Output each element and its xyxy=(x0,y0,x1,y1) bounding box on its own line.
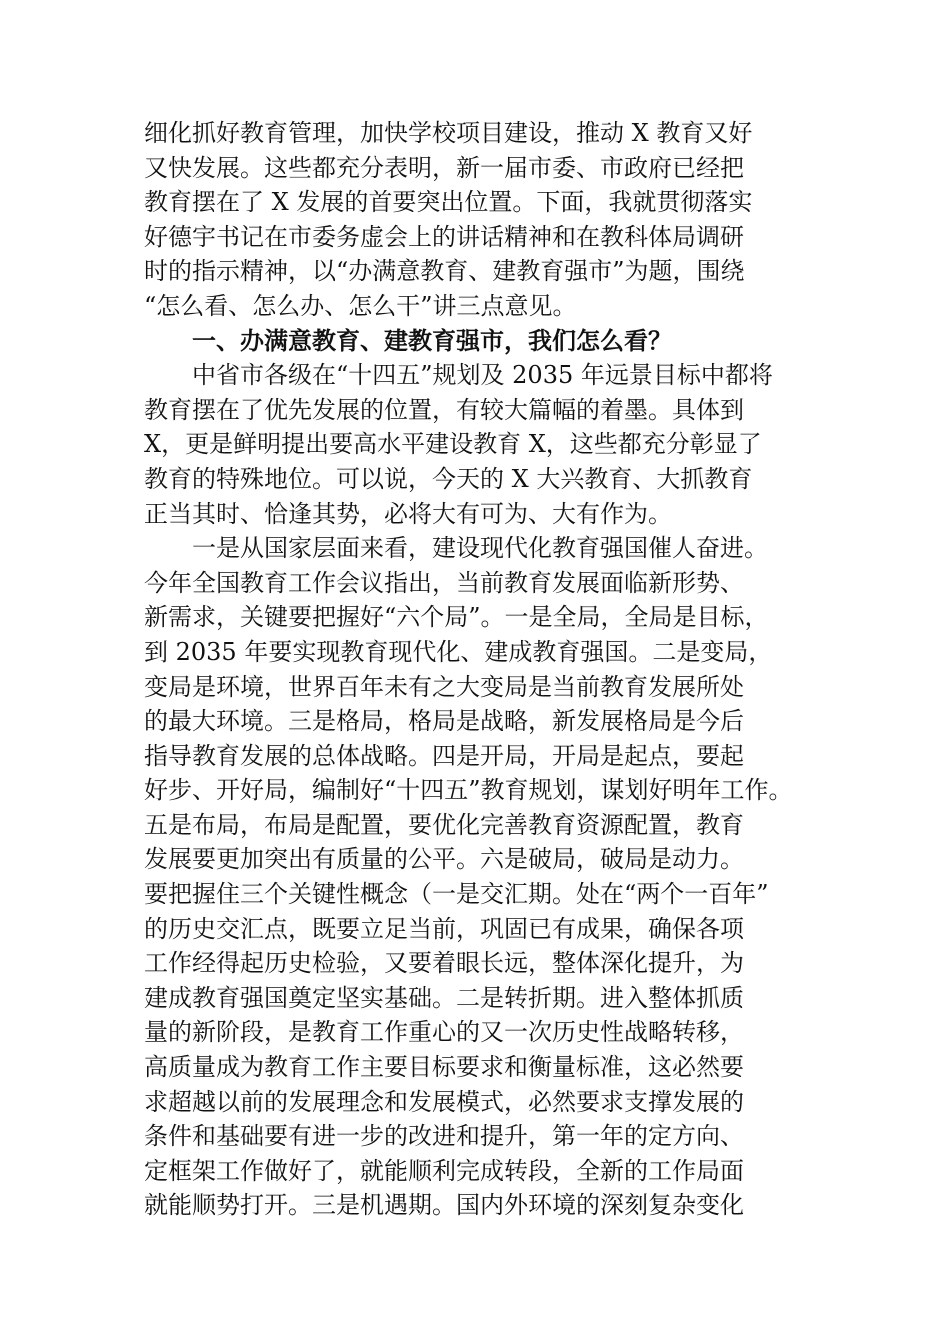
paragraph-line: 教育的特殊地位。可以说，今天的 X 大兴教育、大抓教育 xyxy=(144,464,753,493)
paragraph-line: 条件和基础要有进一步的改进和提升，第一年的定方向、 xyxy=(144,1122,744,1151)
paragraph-line: 又快发展。这些都充分表明，新一届市委、市政府已经把 xyxy=(144,153,744,182)
paragraph-line: 时的指示精神，以“办满意教育、建教育强市”为题，围绕 xyxy=(144,257,745,286)
paragraph-line: 好德宇书记在市委务虚会上的讲话精神和在教科体局调研 xyxy=(144,222,744,251)
paragraph-line: 定框架工作做好了，就能顺利完成转段，全新的工作局面 xyxy=(144,1156,744,1185)
paragraph-line: 新需求，关键要把握好“六个局”。一是全局，全局是目标， xyxy=(144,603,769,632)
paragraph-line: 要把握住三个关键性概念（一是交汇期。处在“两个一百年” xyxy=(144,880,769,909)
paragraph-line: 求超越以前的发展理念和发展模式，必然要求支撑发展的 xyxy=(144,1087,744,1116)
paragraph-line: 变局是环境，世界百年未有之大变局是当前教育发展所处 xyxy=(144,672,744,701)
paragraph-line: X，更是鲜明提出要高水平建设教育 X，这些都充分彰显了 xyxy=(144,430,762,459)
paragraph-line: 今年全国教育工作会议指出，当前教育发展面临新形势、 xyxy=(144,568,744,597)
paragraph-line: 细化抓好教育管理，加快学校项目建设，推动 X 教育又好 xyxy=(144,119,753,147)
paragraph-line: 五是布局，布局是配置，要优化完善教育资源配置，教育 xyxy=(144,810,744,839)
paragraph-line: 教育摆在了 X 发展的首要突出位置。下面，我就贯彻落实 xyxy=(144,188,753,217)
paragraph-line: 就能顺势打开。三是机遇期。国内外环境的深刻复杂变化 xyxy=(144,1191,744,1220)
paragraph-line: 的历史交汇点，既要立足当前，巩固已有成果，确保各项 xyxy=(144,914,744,943)
paragraph-line: 工作经得起历史检验，又要着眼长远，整体深化提升，为 xyxy=(144,949,744,978)
paragraph-line: 量的新阶段，是教育工作重心的又一次历史性战略转移， xyxy=(144,1018,744,1047)
paragraph-line: 到 2035 年要实现教育现代化、建成教育强国。二是变局， xyxy=(144,637,773,666)
paragraph-line: 中省市各级在“十四五”规划及 2035 年远景目标中都将 xyxy=(192,361,773,390)
paragraph-line: 教育摆在了优先发展的位置，有较大篇幅的着墨。具体到 xyxy=(144,395,744,424)
paragraph-line: 一是从国家层面来看，建设现代化教育强国催人奋进。 xyxy=(192,534,768,563)
document-body xyxy=(144,116,816,1223)
paragraph-line: 建成教育强国奠定坚实基础。二是转折期。进入整体抓质 xyxy=(144,983,744,1012)
paragraph-line: 的最大环境。三是格局，格局是战略，新发展格局是今后 xyxy=(144,707,744,736)
paragraph-line: “怎么看、怎么办、怎么干”讲三点意见。 xyxy=(144,291,577,320)
paragraph-line: 高质量成为教育工作主要目标要求和衡量标准，这必然要 xyxy=(144,1053,744,1082)
paragraph-line: 好步、开好局，编制好“十四五”教育规划，谋划好明年工作。 xyxy=(144,776,793,805)
section-heading: 一、办满意教育、建教育强市，我们怎么看？ xyxy=(192,325,672,355)
paragraph-line: 发展要更加突出有质量的公平。六是破局，破局是动力。 xyxy=(144,845,744,874)
paragraph-line: 正当其时、恰逢其势，必将大有可为、大有作为。 xyxy=(144,499,672,528)
paragraph-line: 指导教育发展的总体战略。四是开局，开局是起点，要起 xyxy=(144,741,744,770)
